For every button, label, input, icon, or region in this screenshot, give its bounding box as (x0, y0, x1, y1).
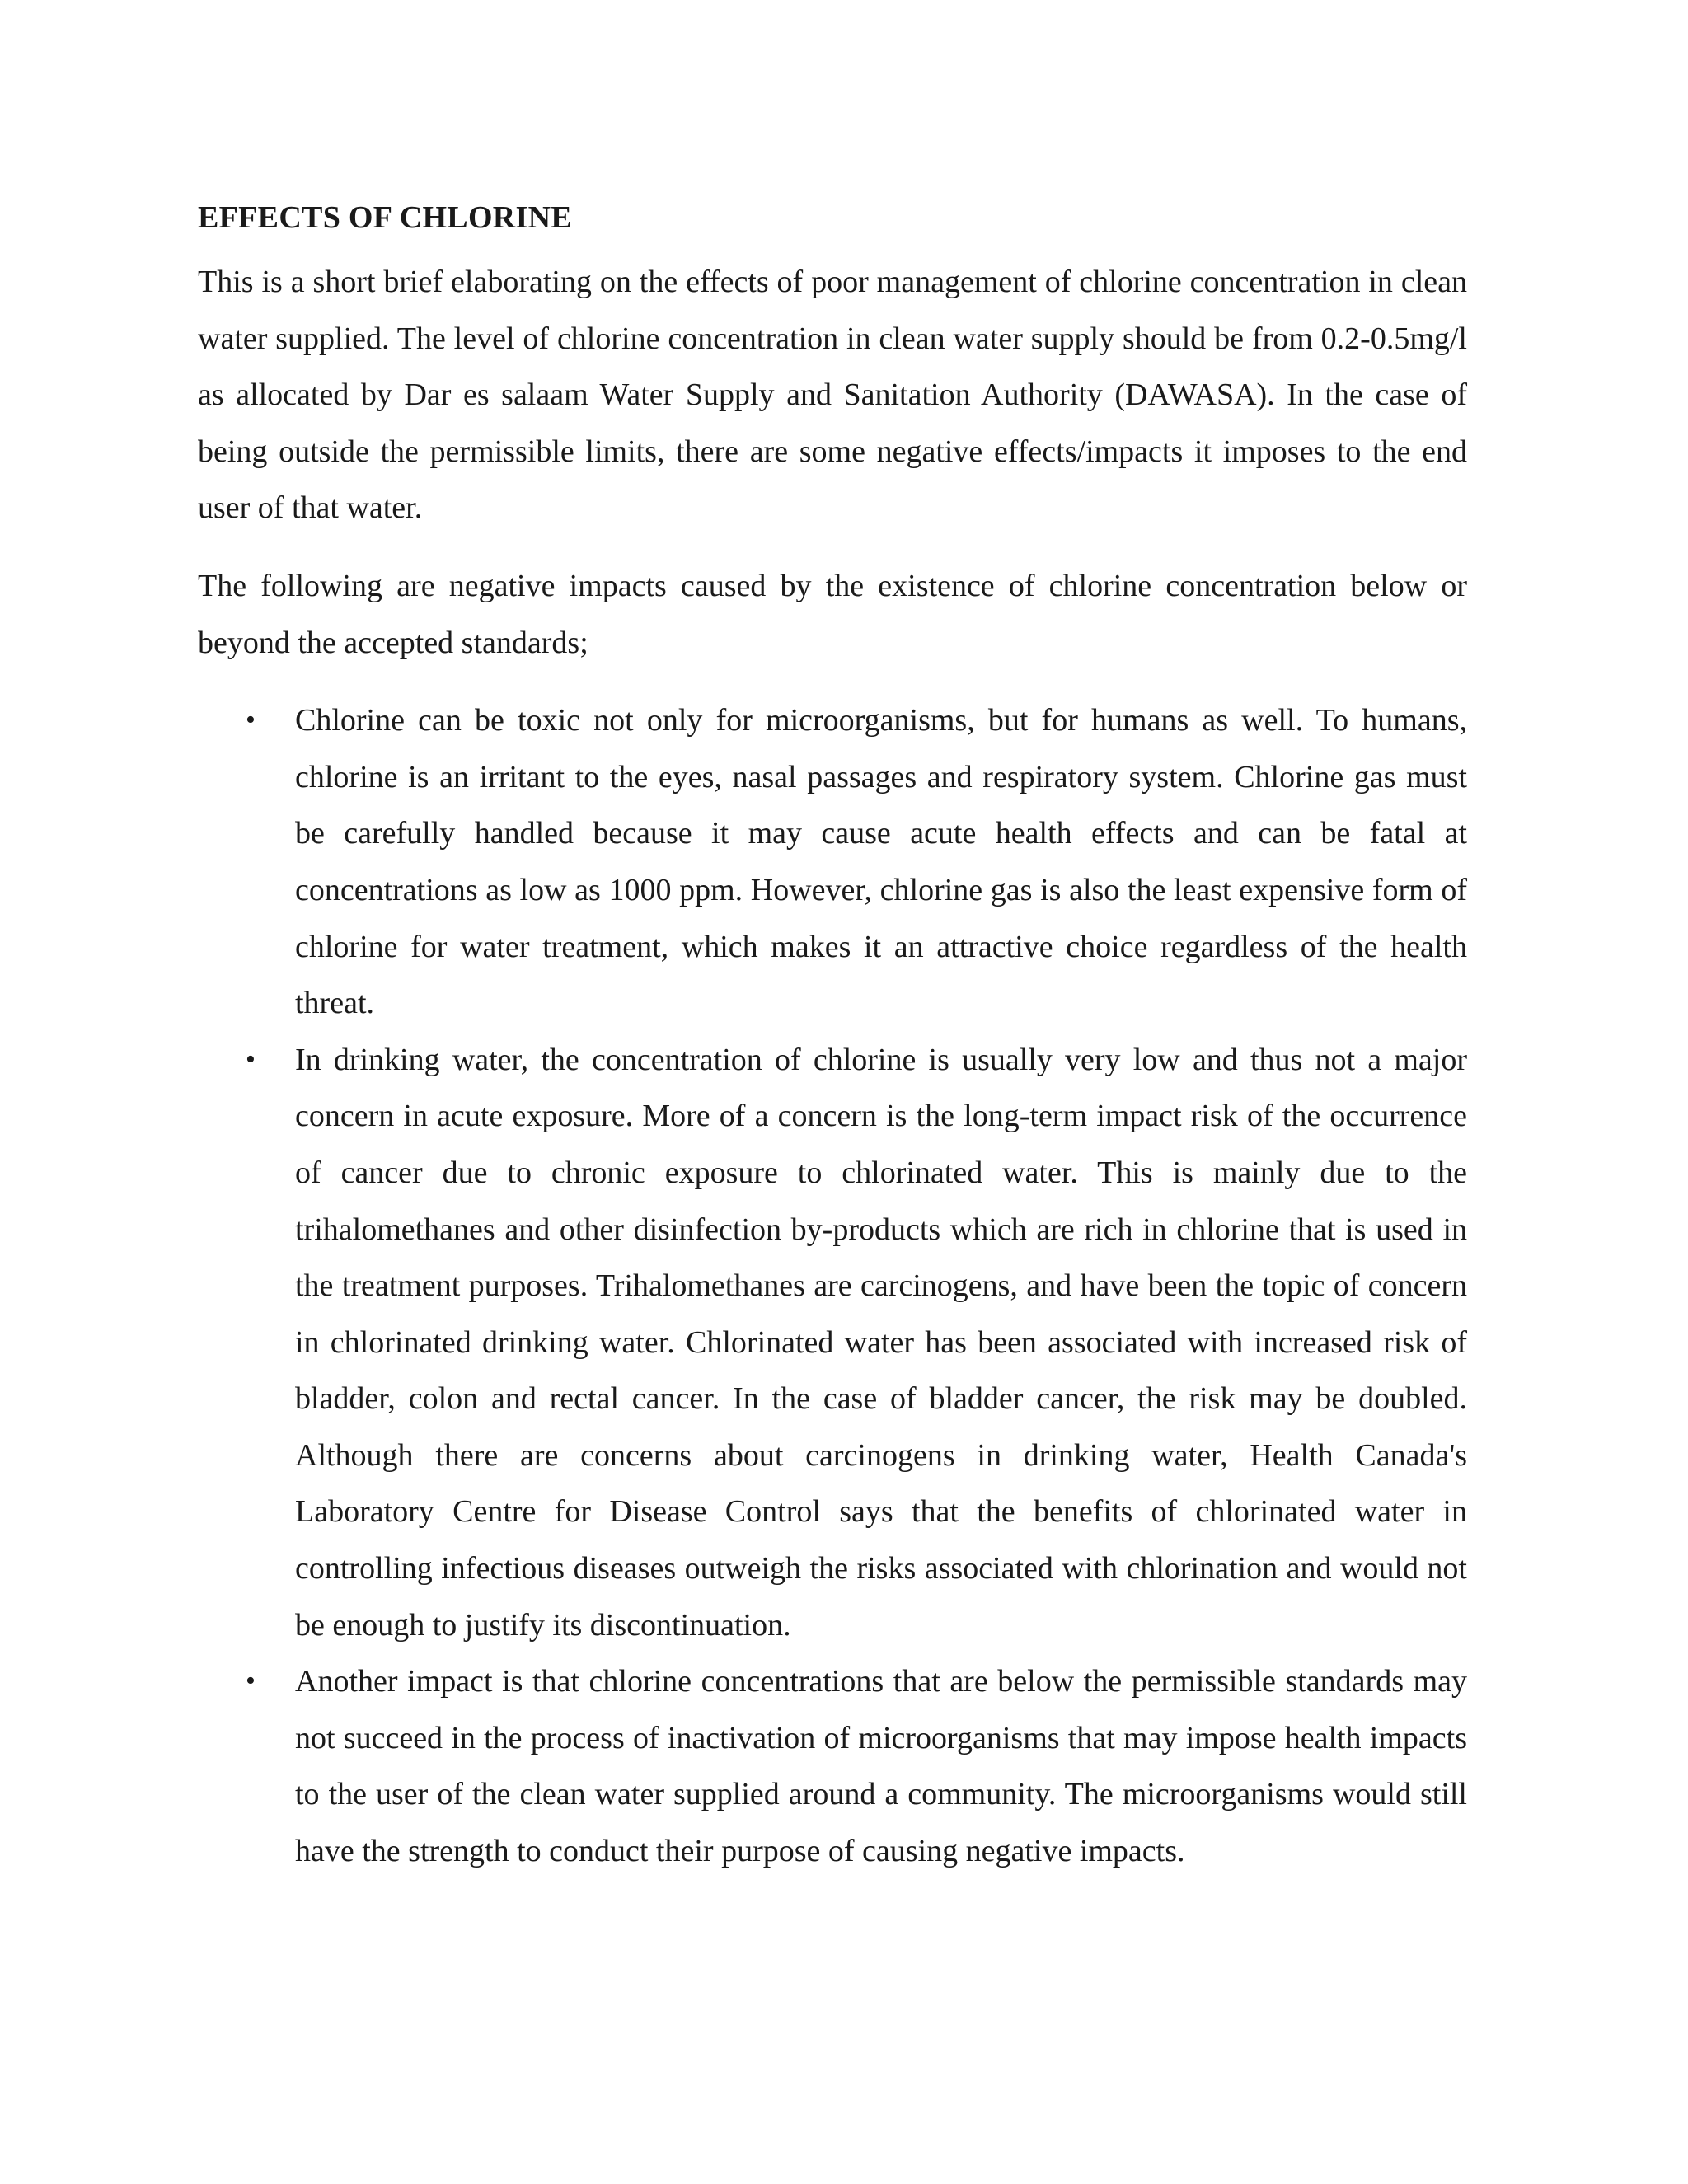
bullet-text: Another impact is that chlorine concentrations that are below the permissible standards may not succeed in the process of inactivation of microorganisms that may impose health impacts to the user of the clean water supplied around a community. The microorganisms would still have the strength to conduct their purpose of causing negative impacts. (295, 1664, 1467, 1869)
document-title: EFFECTS OF CHLORINE (198, 200, 573, 235)
bullet-dot-icon: • (246, 705, 256, 736)
impacts-bullet-list (198, 692, 1467, 1879)
bullet-dot-icon: • (246, 1043, 256, 1075)
bullet-dot-icon: • (246, 1666, 256, 1697)
bullet-text: In drinking water, the concentration of chlorine is usually very low and thus not a major concern in acute exposure. More of a concern is the long-term impact risk of the occurrence of cancer due to chronic exposure to chlorinated water. This is mainly due to the trihalomethanes and other disinfection by-products which are rich in chlorine that is used in the treatment purposes. Trihalomethanes are carcinogens, and have been the topic of concern in chlorinated drinking water. Chlorinated water has been associated with increased risk of bladder, colon and rectal cancer. In the case of bladder cancer, the risk may be doubled. Although there are concerns about carcinogens in drinking water, Health Canada's Laboratory Centre for Disease Control says that the benefits of chlorinated water in controlling infectious diseases outweigh the risks associated with chlorination and would not be enough to justify its discontinuation. (295, 1042, 1467, 1643)
bullet-item-cancer-risk (198, 1032, 1467, 1654)
document-page (198, 198, 1467, 1880)
impacts-lead-paragraph: The following are negative impacts caused by the existence of chlorine concentration below or beyond the accepted standards; (198, 568, 1467, 660)
bullet-item-toxicity (198, 692, 1467, 1032)
intro-paragraph: This is a short brief elaborating on the effects of poor management of chlorine concentration in clean water supplied. The level of chlorine concentration in clean water supply should be from 0.2-0.5mg/l as allocated by Dar es salaam Water Supply and Sanitation Authority (DAWASA). In the case of being outside the permissible limits, there are some negative effects/impacts it imposes to the end user of that water. (198, 265, 1467, 526)
bullet-text: Chlorine can be toxic not only for microorganisms, but for humans as well. To humans, chlorine is an irritant to the eyes, nasal passages and respiratory system. Chlorine gas must be carefully handled because it may cause acute health effects and can be fatal at concentrations as low as 1000 ppm. However, chlorine gas is also the least expensive form of chlorine for water treatment, which makes it an attractive choice regardless of the health threat. (295, 703, 1467, 1021)
bullet-item-low-concentration (198, 1653, 1467, 1879)
